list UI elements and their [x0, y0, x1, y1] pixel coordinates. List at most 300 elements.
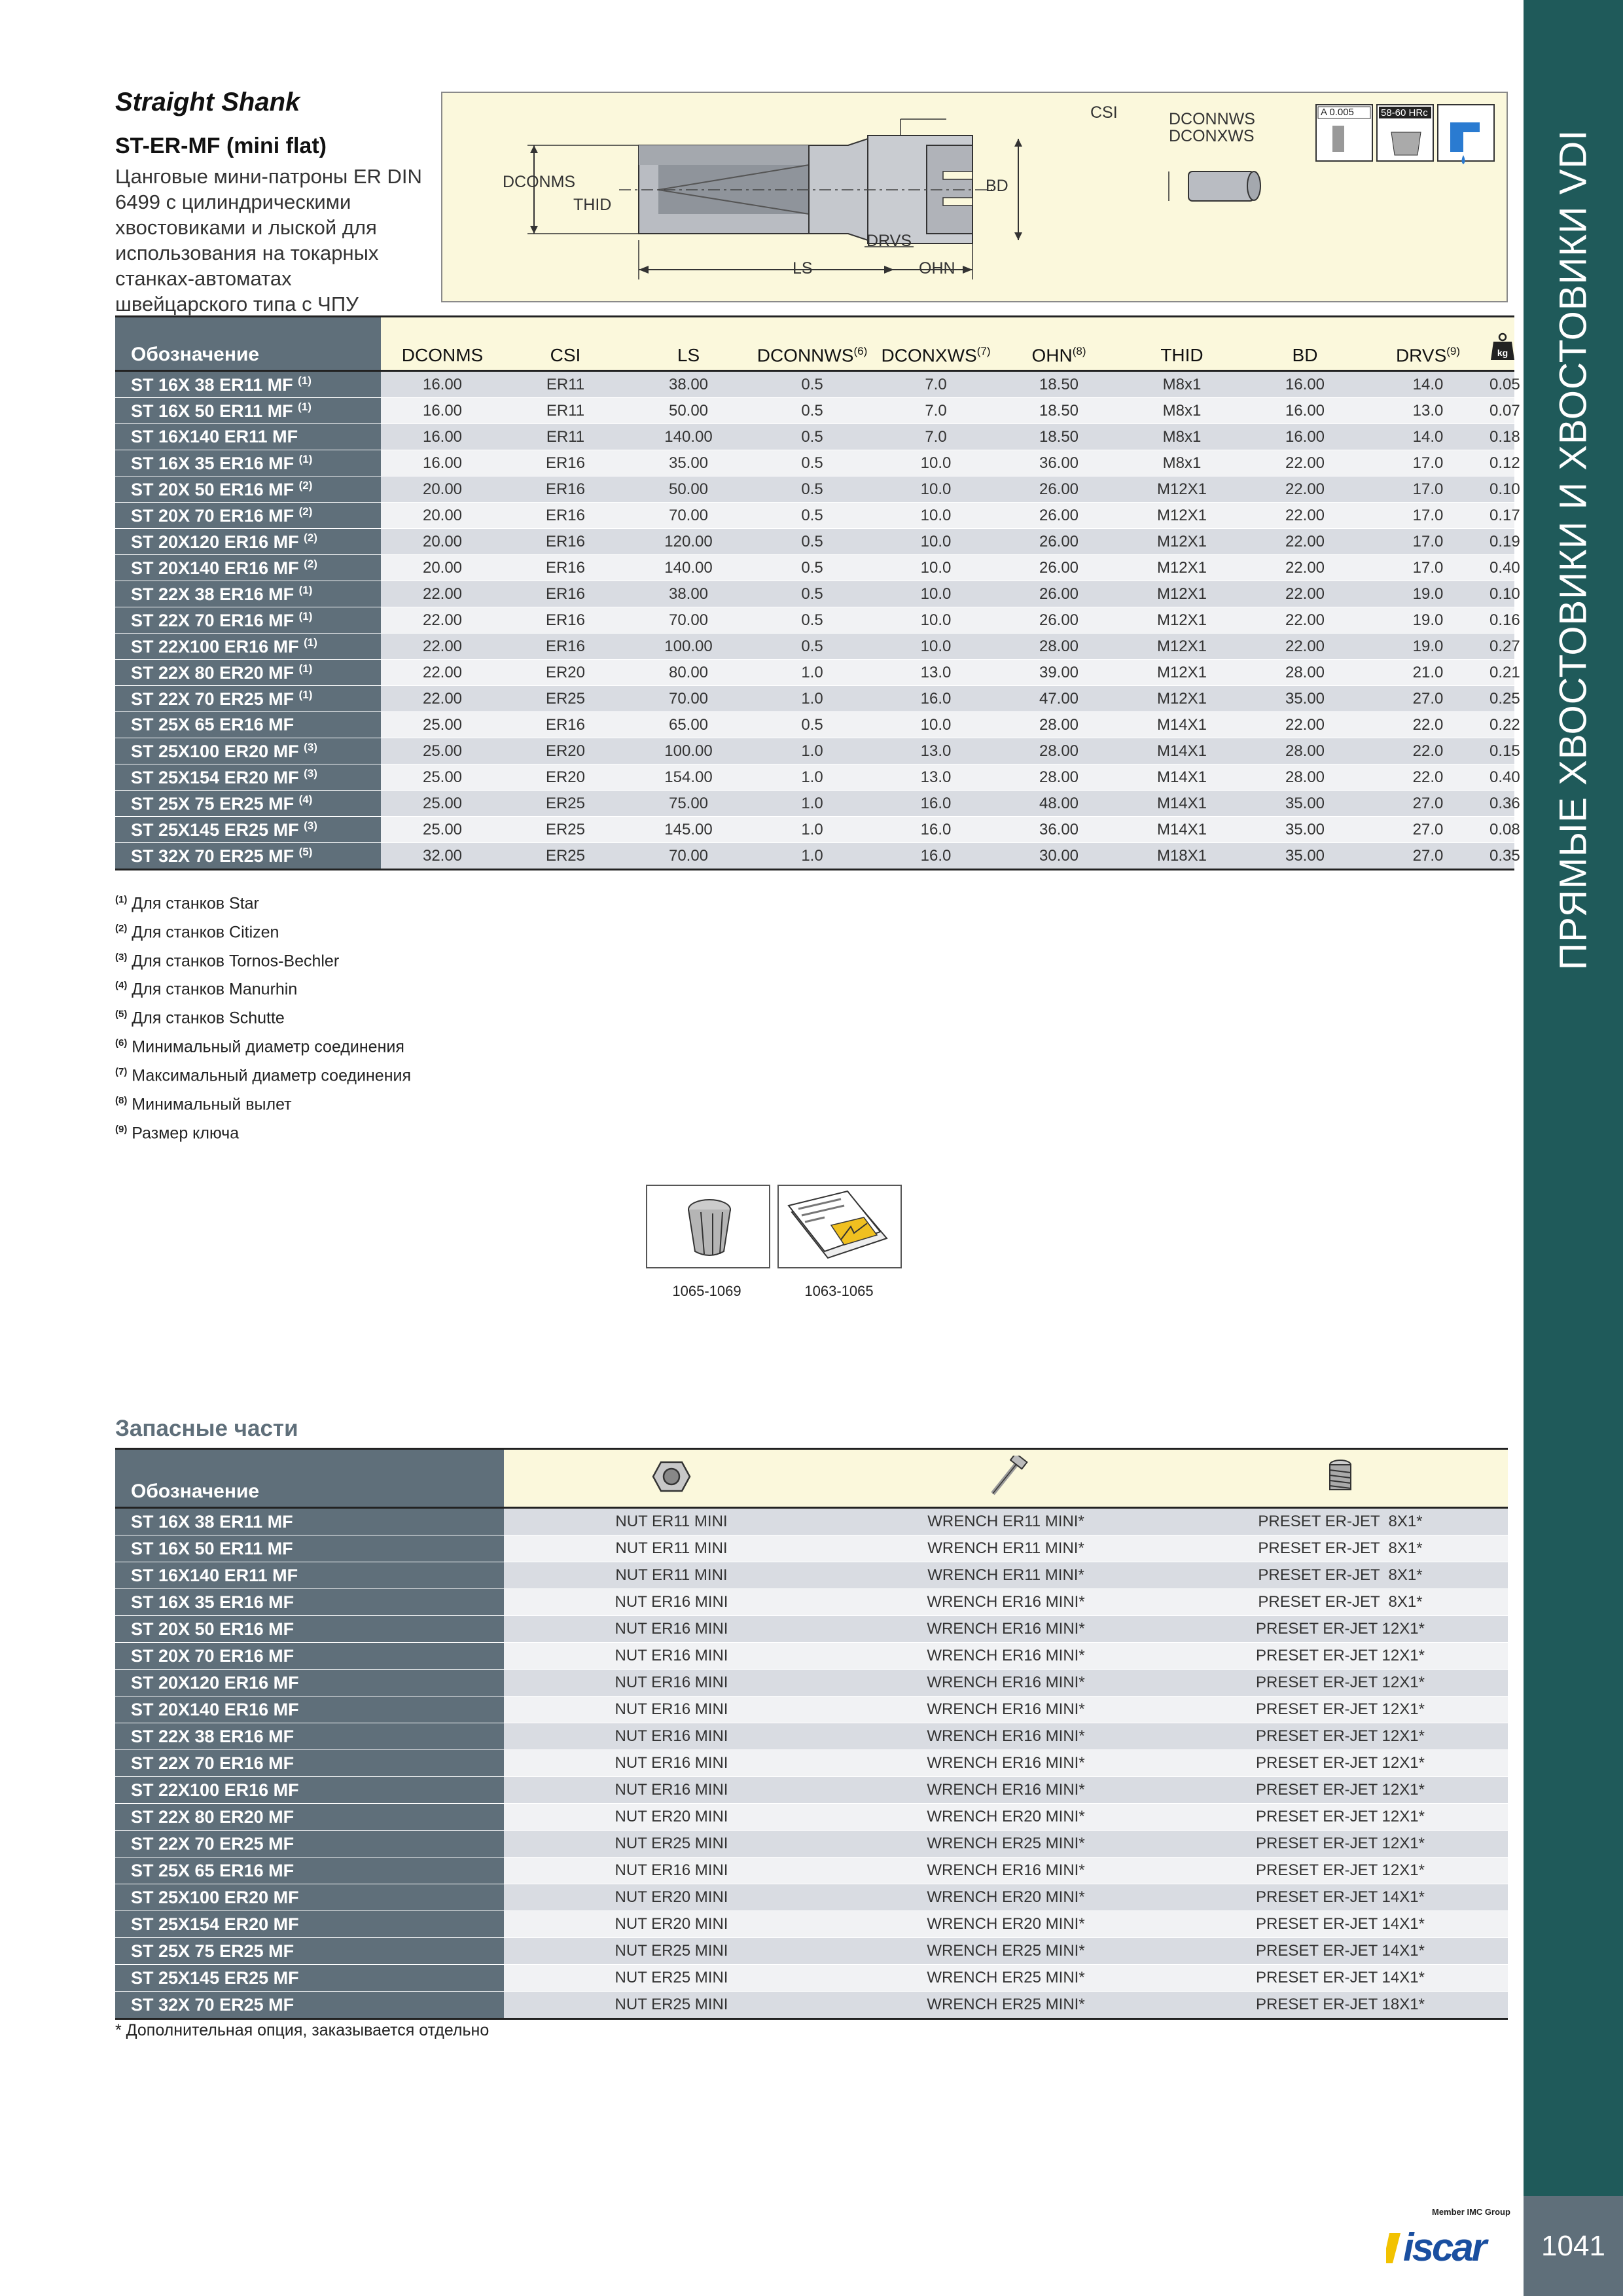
wrench-icon [983, 1456, 1029, 1498]
footnote-item [115, 1002, 411, 1031]
table-cell: 30.00 [997, 843, 1120, 870]
designation-cell [115, 738, 381, 764]
table-cell: NUT ER20 MINI [504, 1911, 839, 1938]
table-cell: 10.0 [874, 555, 997, 581]
table-cell: WRENCH ER25 MINI* [839, 1938, 1173, 1965]
designation-text: ST 22X100 ER16 MF [131, 636, 299, 656]
table-row [115, 450, 1514, 476]
table-cell: PRESET ER-JET 18X1* [1173, 1992, 1508, 2019]
collet-reference[interactable] [646, 1185, 770, 1268]
table-cell: 0.10 [1489, 476, 1514, 503]
table-cell: 0.35 [1489, 843, 1514, 870]
column-header-label: DCONMS [401, 345, 484, 365]
table-cell: M8x1 [1120, 371, 1243, 398]
table-cell: 28.00 [997, 764, 1120, 791]
table-cell: M18X1 [1120, 843, 1243, 870]
table-cell: 32.00 [381, 843, 504, 870]
table-row [115, 634, 1514, 660]
table-cell: ER16 [504, 555, 627, 581]
table-cell: 13.0 [874, 764, 997, 791]
preset-screw-icon [1321, 1456, 1360, 1498]
footnote-text: Размер ключа [132, 1123, 240, 1142]
designation-cell: ST 25X100 ER20 MF [115, 1884, 504, 1911]
table-row [115, 1562, 1508, 1589]
table-cell: ER16 [504, 503, 627, 529]
table-cell: 0.40 [1489, 555, 1514, 581]
table-cell: WRENCH ER16 MINI* [839, 1589, 1173, 1616]
designation-cell [115, 476, 381, 503]
table-cell: 0.5 [750, 371, 874, 398]
footnote-text: Максимальный диаметр соединения [132, 1066, 412, 1085]
table-cell: PRESET ER-JET 14X1* [1173, 1965, 1508, 1992]
table-cell: 13.0 [874, 738, 997, 764]
designation-cell: ST 25X154 ER20 MF [115, 1911, 504, 1938]
table-row [115, 712, 1514, 738]
designation-cell: ST 22X 70 ER25 MF [115, 1831, 504, 1857]
table-cell: 21.0 [1366, 660, 1489, 686]
coolant-badge-icon [1438, 105, 1494, 161]
designation-note: (1) [298, 609, 313, 622]
table-cell: 0.16 [1489, 607, 1514, 634]
table-cell: WRENCH ER16 MINI* [839, 1723, 1173, 1750]
table-cell: 22.0 [1366, 738, 1489, 764]
table-cell: WRENCH ER25 MINI* [839, 1965, 1173, 1992]
dconms-label: DCONMS [503, 173, 576, 191]
table-cell: PRESET ER-JET 12X1* [1173, 1777, 1508, 1804]
table-cell: 22.00 [1243, 450, 1366, 476]
table-cell: 14.0 [1366, 424, 1489, 450]
table-cell: 19.0 [1366, 581, 1489, 607]
table-cell: NUT ER11 MINI [504, 1535, 839, 1562]
table-cell: WRENCH ER16 MINI* [839, 1696, 1173, 1723]
preset-column-header [1173, 1449, 1508, 1508]
table-cell: 0.27 [1489, 634, 1514, 660]
table-cell: 1.0 [750, 817, 874, 843]
table-cell: ER20 [504, 738, 627, 764]
table-cell: 17.0 [1366, 529, 1489, 555]
table-cell: WRENCH ER25 MINI* [839, 1831, 1173, 1857]
catalog-reference[interactable] [777, 1185, 902, 1268]
footnote-item [115, 1088, 411, 1117]
table-cell: ER16 [504, 634, 627, 660]
table-cell: 22.00 [381, 686, 504, 712]
footnote-item [115, 1031, 411, 1060]
table-cell: 22.00 [1243, 607, 1366, 634]
designation-cell [115, 503, 381, 529]
column-header-label: BD [1292, 345, 1318, 365]
table-cell: 0.36 [1489, 791, 1514, 817]
dconxws-label: DCONXWS [1169, 127, 1255, 145]
table-cell: NUT ER25 MINI [504, 1965, 839, 1992]
table-cell: 22.00 [381, 634, 504, 660]
table-cell: 1.0 [750, 686, 874, 712]
footnote-item [115, 973, 411, 1002]
designation-cell: ST 22X 70 ER16 MF [115, 1750, 504, 1777]
table-cell: WRENCH ER20 MINI* [839, 1911, 1173, 1938]
table-cell: 0.18 [1489, 424, 1514, 450]
designation-note: (4) [298, 793, 313, 806]
table-row [115, 1723, 1508, 1750]
table-cell: NUT ER25 MINI [504, 1831, 839, 1857]
designation-cell [115, 529, 381, 555]
specifications-table [115, 315, 1520, 870]
table-cell: 0.12 [1489, 450, 1514, 476]
table-cell: 25.00 [381, 712, 504, 738]
bd-label: BD [986, 177, 1008, 195]
designation-cell: ST 20X 70 ER16 MF [115, 1643, 504, 1670]
designation-text: ST 32X 70 ER25 MF [131, 846, 294, 866]
column-header-note: (7) [976, 344, 991, 357]
footnote-item [115, 945, 411, 974]
column-header-bd [1243, 317, 1366, 371]
table-cell: 22.00 [381, 607, 504, 634]
table-cell: 28.00 [997, 738, 1120, 764]
designation-text: ST 16X 38 ER11 MF [131, 374, 293, 395]
table-cell: 26.00 [997, 503, 1120, 529]
table-cell: 26.00 [997, 581, 1120, 607]
table-cell: M8x1 [1120, 450, 1243, 476]
table-cell: 1.0 [750, 660, 874, 686]
table-row [115, 1643, 1508, 1670]
wrench-column-header [839, 1449, 1173, 1508]
table-row [115, 1670, 1508, 1696]
designation-text: ST 16X140 ER11 MF [131, 427, 298, 446]
table-cell: 10.0 [874, 450, 997, 476]
column-header-dconnws [750, 317, 874, 371]
table-cell: WRENCH ER16 MINI* [839, 1616, 1173, 1643]
table-cell: 35.00 [1243, 817, 1366, 843]
table-cell: 70.00 [627, 686, 750, 712]
table-cell: PRESET ER-JET 14X1* [1173, 1884, 1508, 1911]
table-cell: 16.00 [381, 450, 504, 476]
table-cell: ER16 [504, 529, 627, 555]
designation-note: (1) [298, 374, 312, 387]
designation-cell [115, 817, 381, 843]
table-cell: 35.00 [1243, 791, 1366, 817]
table-cell: M14X1 [1120, 791, 1243, 817]
table-cell: WRENCH ER16 MINI* [839, 1670, 1173, 1696]
table-cell: 22.00 [1243, 581, 1366, 607]
table-cell: 16.00 [381, 371, 504, 398]
table-row [115, 686, 1514, 712]
table-row [115, 1831, 1508, 1857]
table-cell: 1.0 [750, 843, 874, 870]
designation-text: ST 20X 70 ER16 MF [131, 505, 294, 526]
collet-icon [647, 1186, 769, 1267]
table-cell: 0.22 [1489, 712, 1514, 738]
table-cell: 17.0 [1366, 450, 1489, 476]
table-cell: 19.0 [1366, 607, 1489, 634]
svg-text:iscar: iscar [1403, 2225, 1486, 2266]
footnotes [115, 888, 411, 1145]
column-header-ohn [997, 317, 1120, 371]
designation-cell: ST 16X140 ER11 MF [115, 1562, 504, 1589]
table-cell: NUT ER16 MINI [504, 1696, 839, 1723]
table-cell: 22.0 [1366, 712, 1489, 738]
table-cell: 0.5 [750, 555, 874, 581]
table-cell: M12X1 [1120, 607, 1243, 634]
catalog-icon [779, 1186, 901, 1267]
table-cell: 70.00 [627, 503, 750, 529]
footnote-item [115, 1117, 411, 1146]
designation-text: ST 25X154 ER20 MF [131, 767, 299, 787]
table-cell: 22.00 [1243, 529, 1366, 555]
table-cell: 28.00 [1243, 660, 1366, 686]
table-cell: 0.19 [1489, 529, 1514, 555]
table-cell: 26.00 [997, 529, 1120, 555]
designation-cell: ST 20X120 ER16 MF [115, 1670, 504, 1696]
table-cell: 19.0 [1366, 634, 1489, 660]
table-cell: 16.00 [1243, 371, 1366, 398]
table-cell: M12X1 [1120, 529, 1243, 555]
designation-note: (3) [304, 819, 317, 832]
table-cell: 27.0 [1366, 817, 1489, 843]
svg-text:kg: kg [1497, 348, 1508, 358]
table-row [115, 503, 1514, 529]
table-cell: 28.00 [1243, 764, 1366, 791]
table-cell: 18.50 [997, 398, 1120, 424]
designation-cell [115, 555, 381, 581]
table-row [115, 1992, 1508, 2019]
nut-column-header [504, 1449, 839, 1508]
table-row [115, 1804, 1508, 1831]
table-cell: NUT ER20 MINI [504, 1804, 839, 1831]
table-cell: 38.00 [627, 371, 750, 398]
footnote-number: (5) [115, 1009, 128, 1020]
table-cell: 18.50 [997, 371, 1120, 398]
table-cell: WRENCH ER16 MINI* [839, 1750, 1173, 1777]
footnote-number: (8) [115, 1094, 128, 1106]
table-cell: ER16 [504, 581, 627, 607]
designation-header: Обозначение [115, 317, 381, 371]
table-cell: 0.07 [1489, 398, 1514, 424]
column-header-label: LS [677, 345, 700, 365]
footnote-number: (9) [115, 1123, 128, 1135]
designation-text: ST 25X 65 ER16 MF [131, 715, 294, 734]
designation-cell: ST 32X 70 ER25 MF [115, 1992, 504, 2019]
column-header-thid [1120, 317, 1243, 371]
table-cell: WRENCH ER11 MINI* [839, 1562, 1173, 1589]
footnote-number: (1) [115, 894, 128, 905]
designation-cell: ST 25X145 ER25 MF [115, 1965, 504, 1992]
table-cell: 0.5 [750, 634, 874, 660]
table-cell: 16.00 [1243, 424, 1366, 450]
page-title: Straight Shank [115, 88, 300, 117]
footnote-text: Для станков Star [132, 894, 259, 913]
table-cell: NUT ER25 MINI [504, 1992, 839, 2019]
table-cell: 17.0 [1366, 503, 1489, 529]
spare-parts-table [115, 1448, 1508, 2020]
table-cell: WRENCH ER16 MINI* [839, 1643, 1173, 1670]
designation-text: ST 22X 38 ER16 MF [131, 584, 294, 604]
table-cell: 0.5 [750, 398, 874, 424]
designation-text: ST 20X 50 ER16 MF [131, 479, 294, 499]
table-cell: 20.00 [381, 529, 504, 555]
column-header-note: (8) [1072, 344, 1086, 357]
table-cell: PRESET ER-JET 12X1* [1173, 1723, 1508, 1750]
table-cell: M8x1 [1120, 424, 1243, 450]
table-cell: WRENCH ER11 MINI* [839, 1508, 1173, 1535]
table-cell: M12X1 [1120, 555, 1243, 581]
table-cell: M12X1 [1120, 660, 1243, 686]
footnote-text: Для станков Citizen [132, 923, 279, 942]
table-row [115, 1616, 1508, 1643]
table-cell: NUT ER16 MINI [504, 1750, 839, 1777]
table-row [115, 1938, 1508, 1965]
ls-label: LS [793, 259, 813, 278]
table-cell: 26.00 [997, 607, 1120, 634]
table-cell: PRESET ER-JET 8X1* [1173, 1589, 1508, 1616]
table-cell: PRESET ER-JET 8X1* [1173, 1508, 1508, 1535]
table-cell: 20.00 [381, 503, 504, 529]
designation-cell [115, 607, 381, 634]
designation-text: ST 22X 70 ER25 MF [131, 689, 294, 709]
column-header-label: DCONXWS [881, 345, 977, 365]
table-cell: M14X1 [1120, 738, 1243, 764]
weight-header [1489, 317, 1514, 371]
table-cell: 0.5 [750, 607, 874, 634]
table-cell: ER20 [504, 660, 627, 686]
table-cell: 0.5 [750, 503, 874, 529]
column-header-label: DRVS [1395, 345, 1447, 365]
designation-cell [115, 424, 381, 450]
designation-cell: ST 20X140 ER16 MF [115, 1696, 504, 1723]
table-row [115, 424, 1514, 450]
table-cell: 1.0 [750, 764, 874, 791]
member-text: Member IMC Group [1432, 2207, 1510, 2217]
designation-text: ST 22X 80 ER20 MF [131, 662, 294, 683]
table-cell: 47.00 [997, 686, 1120, 712]
table-cell: M8x1 [1120, 398, 1243, 424]
footnote-number: (7) [115, 1066, 128, 1077]
table-cell: 28.00 [1243, 738, 1366, 764]
table-cell: 10.0 [874, 581, 997, 607]
table-cell: 28.00 [997, 712, 1120, 738]
table-cell: 26.00 [997, 476, 1120, 503]
designation-text: ST 25X 75 ER25 MF [131, 793, 294, 814]
table-cell: 75.00 [627, 791, 750, 817]
runout-value: A 0.005 [1321, 107, 1354, 118]
column-header-dconms [381, 317, 504, 371]
table-cell: PRESET ER-JET 12X1* [1173, 1831, 1508, 1857]
designation-cell [115, 660, 381, 686]
table-cell: NUT ER16 MINI [504, 1670, 839, 1696]
hardness-value: 58-60 HRc [1381, 107, 1428, 118]
table-cell: 22.00 [1243, 503, 1366, 529]
designation-cell: ST 16X 35 ER16 MF [115, 1589, 504, 1616]
designation-note: (1) [298, 688, 313, 701]
table-cell: 0.5 [750, 712, 874, 738]
table-cell: 16.00 [381, 424, 504, 450]
nut-icon [651, 1456, 692, 1498]
designation-cell [115, 581, 381, 607]
table-row [115, 738, 1514, 764]
designation-note: (1) [298, 583, 313, 596]
footnote-text: Для станков Manurhin [132, 980, 298, 999]
table-cell: 48.00 [997, 791, 1120, 817]
designation-cell [115, 791, 381, 817]
product-description: Цанговые мини-патроны ER DIN 6499 с цилиндрическими хвостовиками и лыской для использования на токарных станках-автоматах швейцарского типа с ЧПУ [115, 165, 422, 315]
table-cell: WRENCH ER16 MINI* [839, 1857, 1173, 1884]
table-row [115, 1696, 1508, 1723]
table-row [115, 607, 1514, 634]
table-cell: 16.00 [1243, 398, 1366, 424]
table-cell: 16.00 [381, 398, 504, 424]
table-cell: NUT ER11 MINI [504, 1562, 839, 1589]
table-cell: PRESET ER-JET 12X1* [1173, 1857, 1508, 1884]
weight-icon [1489, 332, 1516, 361]
table-cell: 0.5 [750, 424, 874, 450]
table-cell: PRESET ER-JET 8X1* [1173, 1535, 1508, 1562]
designation-cell: ST 22X 80 ER20 MF [115, 1804, 504, 1831]
spare-parts-note: * Дополнительная опция, заказывается отдельно [115, 2021, 490, 2039]
table-cell: 0.5 [750, 529, 874, 555]
table-cell: 36.00 [997, 817, 1120, 843]
table-cell: PRESET ER-JET 12X1* [1173, 1696, 1508, 1723]
table-cell: 0.15 [1489, 738, 1514, 764]
table-cell: 27.0 [1366, 686, 1489, 712]
table-cell: 16.0 [874, 843, 997, 870]
table-cell: 22.00 [1243, 712, 1366, 738]
catalog-pages: 1063-1065 [804, 1283, 874, 1299]
designation-cell [115, 398, 381, 424]
table-row [115, 581, 1514, 607]
table-cell: 65.00 [627, 712, 750, 738]
table-cell: NUT ER11 MINI [504, 1508, 839, 1535]
table-row [115, 1911, 1508, 1938]
table-row [115, 476, 1514, 503]
designation-text: ST 25X100 ER20 MF [131, 741, 299, 761]
designation-note: (3) [304, 766, 317, 780]
table-cell: 13.0 [1366, 398, 1489, 424]
designation-cell: ST 25X 65 ER16 MF [115, 1857, 504, 1884]
table-cell: ER16 [504, 712, 627, 738]
designation-cell: ST 22X 38 ER16 MF [115, 1723, 504, 1750]
table-cell: ER25 [504, 817, 627, 843]
table-cell: ER25 [504, 791, 627, 817]
footnote-text: Минимальный диаметр соединения [132, 1037, 404, 1056]
table-cell: 13.0 [874, 660, 997, 686]
table-cell: 70.00 [627, 843, 750, 870]
table-cell: 120.00 [627, 529, 750, 555]
table-cell: 0.08 [1489, 817, 1514, 843]
table-cell: 22.0 [1366, 764, 1489, 791]
table-cell: 35.00 [1243, 686, 1366, 712]
ohn-label: OHN [919, 259, 955, 278]
designation-cell [115, 371, 381, 398]
table-cell: NUT ER16 MINI [504, 1777, 839, 1804]
table-row [115, 398, 1514, 424]
table-row [115, 555, 1514, 581]
designation-cell [115, 843, 381, 870]
table-row [115, 1884, 1508, 1911]
table-cell: WRENCH ER16 MINI* [839, 1777, 1173, 1804]
designation-text: ST 20X140 ER16 MF [131, 558, 299, 578]
table-cell: 0.05 [1489, 371, 1514, 398]
designation-note: (1) [298, 400, 312, 413]
footnote-text: Минимальный вылет [132, 1095, 292, 1114]
designation-note: (1) [298, 662, 313, 675]
table-cell: 0.17 [1489, 503, 1514, 529]
table-cell: 0.25 [1489, 686, 1514, 712]
table-cell: M12X1 [1120, 581, 1243, 607]
table-cell: 25.00 [381, 738, 504, 764]
table-cell: 145.00 [627, 817, 750, 843]
table-cell: ER11 [504, 398, 627, 424]
table-cell: 0.5 [750, 476, 874, 503]
designation-cell: ST 20X 50 ER16 MF [115, 1616, 504, 1643]
table-cell: 22.00 [1243, 555, 1366, 581]
